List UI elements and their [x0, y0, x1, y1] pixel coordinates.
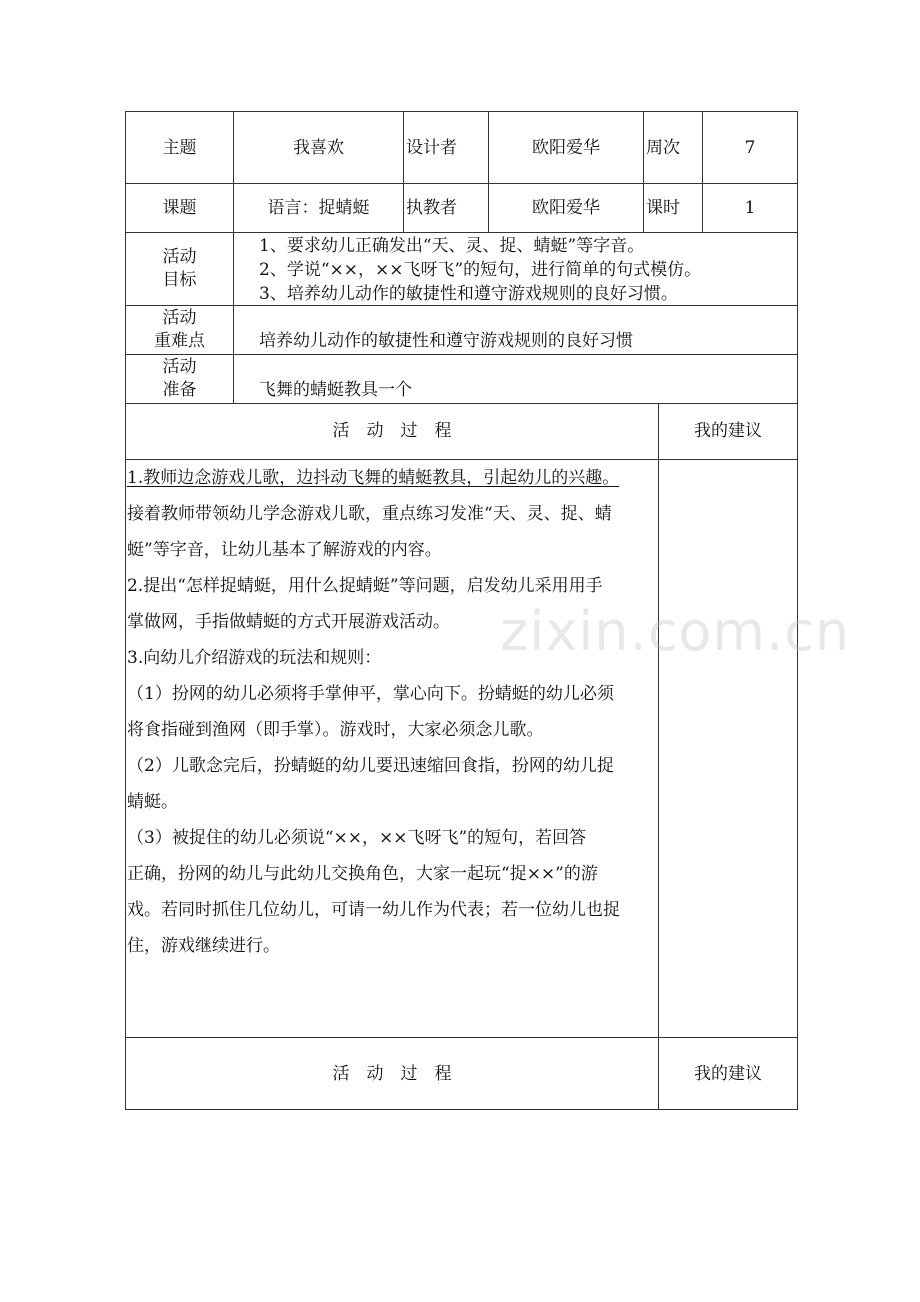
process-line: 接着教师带领幼儿学念游戏儿歌，重点练习发准“天、灵、捉、蜻 — [127, 504, 612, 524]
process-content — [127, 460, 659, 964]
teacher-label: 执教者 — [406, 198, 457, 218]
table-border — [125, 232, 798, 233]
period-label: 课时 — [646, 198, 680, 218]
week-value: 7 — [744, 138, 756, 158]
process-line: 住，游戏继续进行。 — [127, 936, 280, 956]
designer-value: 欧阳爱华 — [532, 138, 600, 158]
topic-value: 语言：捉蜻蜓 — [267, 198, 370, 218]
goal-item: 3、培养幼儿动作的敏捷性和遵守游戏规则的良好习惯。 — [259, 284, 678, 304]
preparation-label: 活动 — [162, 357, 197, 377]
topic-label: 课题 — [162, 198, 197, 218]
week-label: 周次 — [646, 138, 680, 158]
goals-label: 活动 — [162, 247, 197, 267]
process-title-2: 活 动 过 程 — [332, 1064, 452, 1084]
preparation-label: 准备 — [162, 380, 197, 400]
table-border — [125, 403, 798, 404]
preparation-text: 飞舞的蜻蜓教具一个 — [259, 380, 412, 400]
designer-label: 设计者 — [406, 138, 457, 158]
table-border — [125, 183, 798, 184]
process-line: 将食指碰到渔网（即手掌）。游戏时，大家必须念儿歌。 — [127, 720, 544, 740]
process-line: 2.提出“怎样捉蜻蜓，用什么捉蜻蜓”等问题，启发幼儿采用用手 — [127, 576, 603, 596]
process-line: 蜻蜓。 — [127, 792, 178, 812]
goals-label: 目标 — [162, 270, 197, 290]
theme-label: 主题 — [162, 138, 197, 158]
process-line: 1.教师边念游戏儿歌，边抖动飞舞的蜻蜓教具，引起幼儿的兴趣。 — [127, 468, 620, 488]
table-border — [125, 354, 798, 355]
suggestion-title-2: 我的建议 — [694, 1064, 762, 1084]
key-points-label: 重难点 — [154, 331, 205, 351]
table-border — [125, 305, 798, 306]
process-line: 正确，扮网的幼儿与此幼儿交换角色，大家一起玩“捉××”的游 — [127, 864, 598, 884]
process-line: （2）儿歌念完后，扮蜻蜓的幼儿要迅速缩回食指，扮网的幼儿捉 — [127, 756, 614, 776]
table-border — [403, 111, 404, 233]
goal-item: 2、学说“××，××飞呀飞”的短句，进行简单的句式模仿。 — [259, 260, 702, 280]
table-border — [125, 111, 798, 112]
watermark: zixin.com.cn — [500, 600, 851, 663]
suggestion-title: 我的建议 — [694, 421, 762, 441]
goal-item: 1、要求幼儿正确发出“天、灵、捉、蜻蜓”等字音。 — [259, 236, 645, 256]
process-line: 掌做网，手指做蜻蜓的方式开展游戏活动。 — [127, 612, 450, 632]
process-line: 3.向幼儿介绍游戏的玩法和规则： — [127, 648, 382, 668]
process-line: （3）被捉住的幼儿必须说“××，××飞呀飞”的短句，若回答 — [127, 828, 587, 848]
key-points-label: 活动 — [162, 308, 197, 328]
table-border — [125, 1109, 798, 1110]
process-line: 戏。若同时抓住几位幼儿，可请一幼儿作为代表；若一位幼儿也捉 — [127, 900, 620, 920]
process-line: （1）扮网的幼儿必须将手掌伸平，掌心向下。扮蜻蜓的幼儿必须 — [127, 684, 614, 704]
period-value: 1 — [744, 198, 756, 218]
theme-value: 我喜欢 — [293, 138, 344, 158]
process-line: 蜓”等字音，让幼儿基本了解游戏的内容。 — [127, 540, 442, 560]
table-border — [125, 1037, 798, 1038]
key-points-text: 培养幼儿动作的敏捷性和遵守游戏规则的良好习惯 — [259, 331, 633, 351]
teacher-value: 欧阳爱华 — [532, 198, 600, 218]
table-border — [643, 111, 644, 233]
process-title: 活 动 过 程 — [332, 421, 452, 441]
